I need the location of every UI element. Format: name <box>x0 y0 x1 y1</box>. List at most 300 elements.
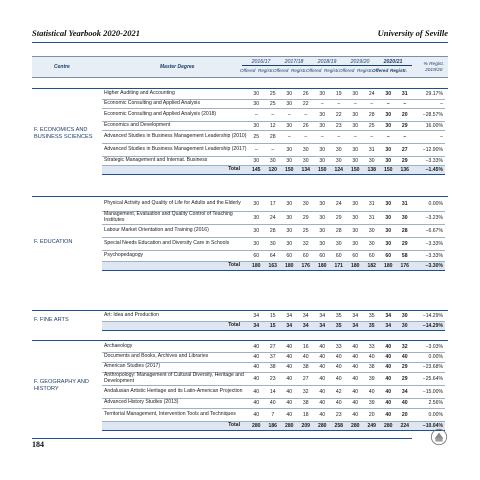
total-value-cell: 180 <box>347 261 364 270</box>
degree-table <box>102 312 445 331</box>
value-cell: 30 <box>314 237 331 250</box>
value-cell: 60 <box>331 250 348 261</box>
total-value-cell: 150 <box>347 165 364 174</box>
value-cell: 39 <box>364 372 381 385</box>
value-cell: 30 <box>331 156 348 165</box>
total-value-cell: 176 <box>397 261 414 270</box>
value-cell: 30 <box>314 198 331 211</box>
year-label-2017: 2017/18 <box>275 59 313 66</box>
value-cell: 30 <box>347 237 364 250</box>
value-cell: 30 <box>331 237 348 250</box>
total-value-cell: 258 <box>331 421 348 430</box>
degree-table <box>102 198 445 271</box>
degree-table <box>102 342 445 431</box>
total-value-cell: 171 <box>331 261 348 270</box>
value-cell: 30 <box>281 224 298 237</box>
value-cell: 25 <box>265 90 282 99</box>
pct-cell: −23.68% <box>413 362 445 372</box>
year-label-2019: 2019/20 <box>341 59 379 66</box>
value-cell: 40 <box>248 408 265 421</box>
value-cell: 23 <box>331 408 348 421</box>
value-cell: 31 <box>364 143 381 156</box>
value-cell: 27 <box>298 372 315 385</box>
value-cell: 40 <box>380 342 397 352</box>
value-cell: 28 <box>265 224 282 237</box>
total-value-cell: 249 <box>364 421 381 430</box>
degree-column-label: Master Degree <box>160 64 195 70</box>
total-value-cell: 209 <box>298 421 315 430</box>
total-value-cell: 186 <box>265 421 282 430</box>
value-cell: 40 <box>314 398 331 408</box>
value-cell: 33 <box>364 342 381 352</box>
value-cell: 18 <box>298 408 315 421</box>
value-cell: 60 <box>248 250 265 261</box>
page-header <box>32 28 448 40</box>
value-cell: 38 <box>298 398 315 408</box>
registered-label: Registr. <box>324 68 340 73</box>
value-cell: 34 <box>397 385 414 398</box>
total-label: Total <box>102 165 248 174</box>
value-cell: 29 <box>397 372 414 385</box>
value-cell: 34 <box>298 312 315 321</box>
value-cell: 40 <box>347 352 364 362</box>
value-cell: – <box>331 130 348 143</box>
value-cell: 30 <box>347 211 364 224</box>
pct-cell: 0.00% <box>413 198 445 211</box>
value-cell: – <box>281 130 298 143</box>
value-cell: 24 <box>364 90 381 99</box>
total-value-cell: 180 <box>248 261 265 270</box>
value-cell: 40 <box>298 352 315 362</box>
value-cell: – <box>248 143 265 156</box>
value-cell: 40 <box>380 398 397 408</box>
value-cell: 30 <box>248 156 265 165</box>
pct-cell: −3.33% <box>413 237 445 250</box>
degree-name: Andalusian Artistic Heritage and its Latin-American Projection <box>102 385 248 398</box>
value-cell: 40 <box>248 342 265 352</box>
total-value-cell: 224 <box>397 421 414 430</box>
centre-group-economics <box>32 88 448 187</box>
value-cell: 40 <box>397 352 414 362</box>
value-cell: – <box>314 99 331 108</box>
value-cell: 30 <box>347 198 364 211</box>
value-cell: 30 <box>347 121 364 130</box>
value-cell: 60 <box>314 250 331 261</box>
value-cell: 25 <box>265 99 282 108</box>
value-cell: – <box>314 130 331 143</box>
value-cell: 42 <box>331 385 348 398</box>
value-cell: 30 <box>298 198 315 211</box>
value-cell: 40 <box>248 352 265 362</box>
pct-cell: – <box>413 99 445 108</box>
value-cell: 28 <box>331 224 348 237</box>
centre-name: F. FINE ARTS <box>34 317 69 323</box>
value-cell: 28 <box>265 130 282 143</box>
table-column-header <box>32 56 448 78</box>
centre-group-geography-history <box>32 340 448 433</box>
table-row <box>102 250 445 261</box>
centre-group-education <box>32 196 448 303</box>
value-cell: 34 <box>281 312 298 321</box>
value-cell: – <box>364 99 381 108</box>
value-cell: 40 <box>281 408 298 421</box>
total-value-cell: 34 <box>314 321 331 330</box>
pct-cell: −6.67% <box>413 224 445 237</box>
value-cell: 37 <box>265 352 282 362</box>
degree-name: Management, Evaluation and Quality Control of Teaching Institutes <box>102 211 248 224</box>
value-cell: 60 <box>347 250 364 261</box>
value-cell: 30 <box>364 237 381 250</box>
degree-name: Higher Auditing and Accounting <box>102 90 248 99</box>
value-cell: 40 <box>347 408 364 421</box>
value-cell: 40 <box>314 342 331 352</box>
value-cell: 40 <box>281 372 298 385</box>
value-cell: 29 <box>397 156 414 165</box>
value-cell: 40 <box>314 362 331 372</box>
table-row <box>102 385 445 398</box>
value-cell: 20 <box>397 108 414 121</box>
value-cell: 34 <box>314 312 331 321</box>
pct-cell: −3.33% <box>413 156 445 165</box>
value-cell: – <box>364 130 381 143</box>
value-cell: 30 <box>248 90 265 99</box>
registered-label: Registr. <box>357 68 373 73</box>
value-cell: 40 <box>331 372 348 385</box>
value-cell: – <box>380 130 397 143</box>
value-cell: 30 <box>347 156 364 165</box>
table-row <box>102 352 445 362</box>
value-cell: 20 <box>397 408 414 421</box>
value-cell: 19 <box>331 90 348 99</box>
pct-cell: −3.03% <box>413 342 445 352</box>
total-value-cell: 136 <box>397 165 414 174</box>
value-cell: 30 <box>281 198 298 211</box>
value-cell: 64 <box>265 250 282 261</box>
value-cell: 29 <box>397 121 414 130</box>
registered-label: Registr. <box>291 68 307 73</box>
value-cell: 16 <box>298 342 315 352</box>
table-row <box>102 312 445 321</box>
total-value-cell: 120 <box>265 165 282 174</box>
value-cell: 40 <box>380 385 397 398</box>
total-value-cell: 280 <box>314 421 331 430</box>
value-cell: 34 <box>347 312 364 321</box>
offered-label: Offered <box>273 68 289 73</box>
value-cell: 40 <box>248 362 265 372</box>
degree-name: Special Needs Education and Diversity Care in Schools <box>102 237 248 250</box>
value-cell: 30 <box>347 108 364 121</box>
value-cell: 30 <box>397 211 414 224</box>
total-value-cell: 150 <box>314 165 331 174</box>
centre-column-label: Centre <box>54 64 70 70</box>
value-cell: 30 <box>298 143 315 156</box>
total-label: Total <box>102 321 248 330</box>
value-cell: 40 <box>331 352 348 362</box>
table-row <box>102 398 445 408</box>
value-cell: 40 <box>331 362 348 372</box>
value-cell: 29 <box>397 237 414 250</box>
value-cell: 30 <box>314 143 331 156</box>
value-cell: – <box>380 99 397 108</box>
value-cell: 40 <box>347 342 364 352</box>
pct-cell: −14.29% <box>413 312 445 321</box>
table-row <box>102 342 445 352</box>
value-cell: 31 <box>397 198 414 211</box>
university-seal-icon <box>430 428 448 446</box>
total-row <box>102 421 445 430</box>
value-cell: 40 <box>380 352 397 362</box>
value-cell: 40 <box>347 372 364 385</box>
value-cell: – <box>397 130 414 143</box>
total-value-cell: 280 <box>347 421 364 430</box>
table-row <box>102 372 445 385</box>
value-cell: 40 <box>281 398 298 408</box>
offered-label: Offered <box>306 68 322 73</box>
value-cell: 30 <box>380 121 397 130</box>
offered-label: Offered <box>339 68 355 73</box>
value-cell: 30 <box>380 90 397 99</box>
value-cell: – <box>281 108 298 121</box>
value-cell: 30 <box>265 156 282 165</box>
table-row <box>102 121 445 130</box>
value-cell: 30 <box>347 143 364 156</box>
value-cell: 7 <box>265 408 282 421</box>
value-cell: 30 <box>281 143 298 156</box>
value-cell: – <box>347 99 364 108</box>
degree-name: Anthropology: Management of Cultural Diversity, Heritage and Development <box>102 372 248 385</box>
value-cell: – <box>397 99 414 108</box>
value-cell: 40 <box>364 352 381 362</box>
value-cell: 38 <box>364 362 381 372</box>
value-cell: 60 <box>298 250 315 261</box>
value-cell: – <box>265 108 282 121</box>
total-value-cell: 182 <box>364 261 381 270</box>
pct-cell: 0.00% <box>413 352 445 362</box>
value-cell: 30 <box>281 99 298 108</box>
value-cell: – <box>248 108 265 121</box>
value-cell: 40 <box>347 362 364 372</box>
degree-name: Advanced Studies in Business Management Leadership (2010) <box>102 130 248 143</box>
value-cell: 39 <box>364 398 381 408</box>
table-row <box>102 211 445 224</box>
pct-cell: 0.00% <box>413 408 445 421</box>
value-cell: 26 <box>298 90 315 99</box>
registered-label: Registr. <box>390 68 407 73</box>
value-cell: 30 <box>314 156 331 165</box>
value-cell: 30 <box>364 224 381 237</box>
value-cell: 28 <box>364 108 381 121</box>
pct-cell: −12.90% <box>413 143 445 156</box>
value-cell: 40 <box>314 352 331 362</box>
value-cell: 30 <box>281 211 298 224</box>
degree-name: Economic Consulting and Applied Analysis (2018) <box>102 108 248 121</box>
value-cell: 30 <box>248 121 265 130</box>
university-title: University of Seville <box>377 28 448 38</box>
degree-name: Art: Idea and Production <box>102 312 248 321</box>
total-label: Total <box>102 261 248 270</box>
value-cell: 30 <box>347 224 364 237</box>
value-cell: 31 <box>364 211 381 224</box>
offered-label: Offered <box>372 68 389 73</box>
value-cell: 40 <box>397 398 414 408</box>
total-value-cell: 150 <box>281 165 298 174</box>
pct-cell: −15.00% <box>413 385 445 398</box>
pct-cell: −3.23% <box>413 211 445 224</box>
pct-cell: −25.64% <box>413 372 445 385</box>
total-pct-cell: −10.04% <box>413 421 445 430</box>
total-pct-cell: −3.30% <box>413 261 445 270</box>
value-cell: 23 <box>265 372 282 385</box>
total-value-cell: 34 <box>298 321 315 330</box>
value-cell: 27 <box>265 342 282 352</box>
value-cell: 32 <box>397 342 414 352</box>
value-cell: 30 <box>248 237 265 250</box>
centre-name: F. EDUCATION <box>34 239 73 245</box>
total-row <box>102 321 445 330</box>
value-cell: 28 <box>397 224 414 237</box>
value-cell: 31 <box>397 90 414 99</box>
total-value-cell: 280 <box>281 421 298 430</box>
value-cell: 32 <box>298 237 315 250</box>
value-cell: 25 <box>364 121 381 130</box>
value-cell: 23 <box>331 121 348 130</box>
value-cell: 40 <box>347 398 364 408</box>
value-cell: 40 <box>281 342 298 352</box>
pct-cell: 29.17% <box>413 90 445 99</box>
degree-name: Physical Activity and Quality of Life for Adults and the Elderly <box>102 198 248 211</box>
value-cell: 34 <box>248 312 265 321</box>
value-cell: 27 <box>397 143 414 156</box>
centre-name: F. ECONOMICS AND BUSINESS SCIENCES <box>34 127 93 140</box>
degree-name: Strategic Management and Internat. Business <box>102 156 248 165</box>
value-cell: 30 <box>380 198 397 211</box>
value-cell: 30 <box>281 237 298 250</box>
value-cell: – <box>347 130 364 143</box>
table-row <box>102 237 445 250</box>
value-cell: 40 <box>380 372 397 385</box>
total-value-cell: 34 <box>347 321 364 330</box>
table-row <box>102 90 445 99</box>
degree-table <box>102 90 445 175</box>
pct-cell: 2.56% <box>413 398 445 408</box>
value-cell: 32 <box>298 385 315 398</box>
value-cell: 30 <box>248 198 265 211</box>
value-cell: 40 <box>248 385 265 398</box>
total-value-cell: 35 <box>364 321 381 330</box>
value-cell: 40 <box>380 408 397 421</box>
degree-name: Documents and Books, Archives and Libraries <box>102 352 248 362</box>
footer-rule <box>32 438 412 439</box>
value-cell: 30 <box>248 99 265 108</box>
value-cell: 40 <box>281 362 298 372</box>
value-cell: 30 <box>380 237 397 250</box>
total-label: Total <box>102 421 248 430</box>
degree-name: Territorial Management, Intervention Tools and Techniques <box>102 408 248 421</box>
value-cell: 60 <box>281 250 298 261</box>
yearbook-title: Statistical Yearbook 2020-2021 <box>32 28 140 38</box>
value-cell: 15 <box>265 312 282 321</box>
value-cell: 40 <box>331 398 348 408</box>
value-cell: 30 <box>314 90 331 99</box>
pct-cell: −28.57% <box>413 108 445 121</box>
value-cell: 30 <box>314 121 331 130</box>
degree-name: Economic Consulting and Applied Analysis <box>102 99 248 108</box>
value-cell: 30 <box>265 237 282 250</box>
total-value-cell: 134 <box>298 165 315 174</box>
value-cell: 38 <box>265 362 282 372</box>
degree-name: Labour Market Orientation and Training (2016) <box>102 224 248 237</box>
value-cell: 30 <box>331 143 348 156</box>
total-pct-cell: −1.45% <box>413 165 445 174</box>
total-value-cell: 180 <box>314 261 331 270</box>
year-label-2020: 2020/21 <box>374 59 412 66</box>
total-value-cell: 176 <box>298 261 315 270</box>
value-cell: 40 <box>364 385 381 398</box>
value-cell: 22 <box>298 99 315 108</box>
total-value-cell: 34 <box>380 321 397 330</box>
value-cell: 40 <box>314 408 331 421</box>
value-cell: 30 <box>314 224 331 237</box>
value-cell: 40 <box>380 362 397 372</box>
value-cell: 22 <box>331 108 348 121</box>
value-cell: 30 <box>380 108 397 121</box>
table-row <box>102 362 445 372</box>
degree-name: Psychopedagogy <box>102 250 248 261</box>
value-cell: 35 <box>364 312 381 321</box>
value-cell: 40 <box>281 385 298 398</box>
page-number: 184 <box>32 440 44 449</box>
degree-name: Archaeology <box>102 342 248 352</box>
table-row <box>102 99 445 108</box>
value-cell: 14 <box>265 385 282 398</box>
total-value-cell: 180 <box>281 261 298 270</box>
value-cell: 33 <box>331 342 348 352</box>
value-cell: 30 <box>347 90 364 99</box>
value-cell: 26 <box>298 121 315 130</box>
value-cell: 12 <box>265 121 282 130</box>
value-cell: 30 <box>380 211 397 224</box>
year-label-2018: 2018/19 <box>308 59 346 66</box>
value-cell: 30 <box>380 156 397 165</box>
table-row <box>102 156 445 165</box>
registered-label: Registr. <box>258 68 274 73</box>
header-rule <box>32 42 448 43</box>
value-cell: 38 <box>298 362 315 372</box>
centre-group-fine-arts <box>32 310 448 333</box>
total-value-cell: 34 <box>281 321 298 330</box>
centre-name: F. GEOGRAPHY AND HISTORY <box>34 379 89 392</box>
value-cell: 30 <box>281 90 298 99</box>
degree-name: Economics and Development <box>102 121 248 130</box>
value-cell: – <box>298 130 315 143</box>
value-cell: 58 <box>397 250 414 261</box>
value-cell: 30 <box>314 211 331 224</box>
table-row <box>102 408 445 421</box>
value-cell: 30 <box>314 108 331 121</box>
total-value-cell: 35 <box>331 321 348 330</box>
degree-name: Advanced Studies in Business Management Leadership (2017) <box>102 143 248 156</box>
value-cell: 40 <box>248 372 265 385</box>
value-cell: 60 <box>380 250 397 261</box>
pct-column-label: % Regist. 2019/20 <box>423 62 444 73</box>
total-value-cell: 30 <box>397 321 414 330</box>
value-cell: 25 <box>298 224 315 237</box>
value-cell: 30 <box>364 156 381 165</box>
total-value-cell: 150 <box>380 165 397 174</box>
value-cell: – <box>298 108 315 121</box>
value-cell: 30 <box>281 156 298 165</box>
value-cell: – <box>265 143 282 156</box>
